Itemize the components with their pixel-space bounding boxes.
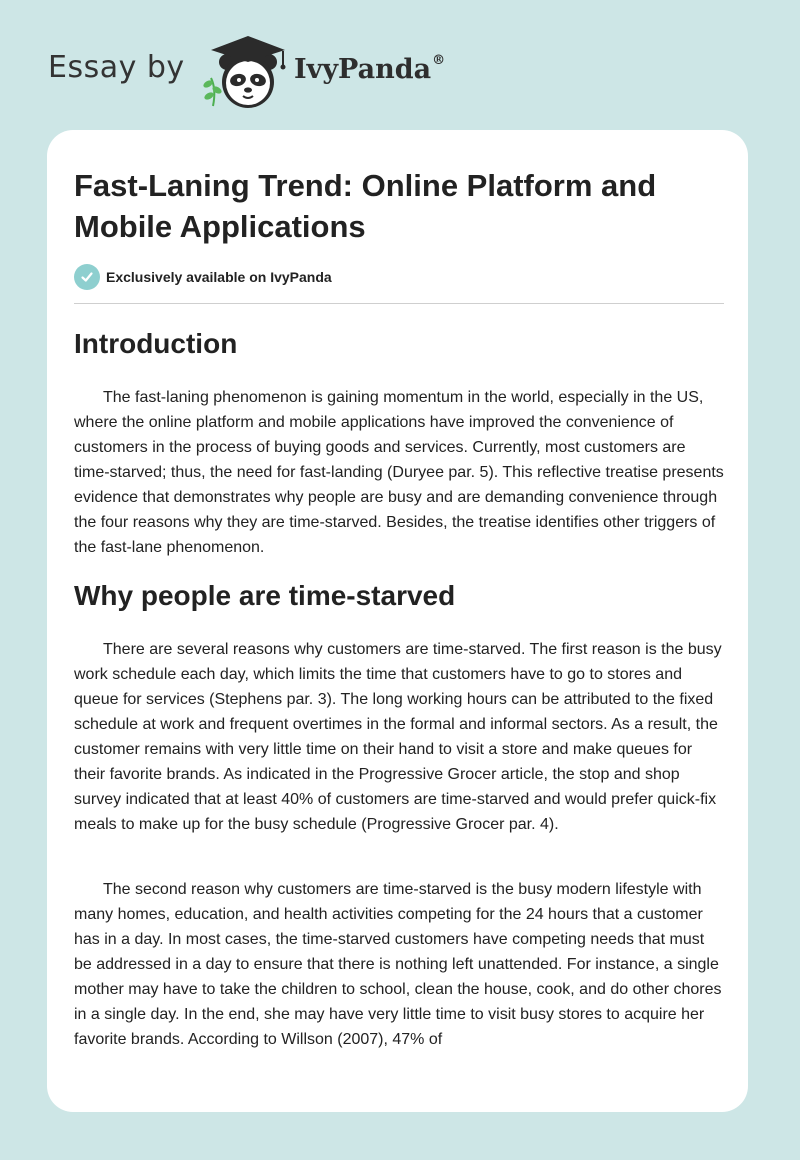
section-heading-why-time-starved: Why people are time-starved: [74, 580, 456, 611]
section-heading-introduction: Introduction: [74, 328, 238, 359]
paragraph: There are several reasons why customers are time-starved. The first reason is the busy work schedule each day, which limits the time that customers have to go to stores and queue for services (Stephens par. 3). The long working hours can be attributed to the fixed schedule at work and frequent overtimes in the formal and informal sectors. As a result, the customer remains with very little time on their hand to visit a store and make queues for their favorite brands. As indicated in the Progressive Grocer article, the stop and shop survey indicated that at least 40% of customers are time-starved and would prefer quick-fix meals to make up for the busy schedule (Progressive Grocer par. 4).: [74, 641, 722, 833]
essay-by-label: Essay by: [48, 50, 185, 85]
registered-mark: ®: [432, 53, 446, 68]
article-card: [47, 130, 748, 1112]
site-header: [48, 32, 548, 112]
article-title: Fast-Laning Trend: Online Platform and Mobile Applications: [74, 168, 657, 244]
paragraph: The second reason why customers are time-starved is the busy modern lifestyle with many homes, education, and health activities competing for the 24 hours that a customer has in a day. In most cases, the time-starved customers have competing needs that must be addressed in a day to ensure that there is nothing left unattended. For instance, a single mother may have to take the children to school, clean the house, cook, and do other chores in a single day. In the end, she may have very little time to visit busy stores to acquire her favorite brands. According to Willson (2007), 47% of: [74, 881, 722, 1048]
exclusive-label: Exclusively available on IvyPanda: [106, 269, 332, 285]
exclusive-badge: [74, 263, 332, 291]
check-icon: [74, 264, 100, 290]
brand-wordmark[interactable]: [294, 54, 445, 85]
panda-graduate-icon[interactable]: [201, 34, 293, 110]
paragraph: The fast-laning phenomenon is gaining momentum in the world, especially in the US, where the online platform and mobile applications have improved the convenience of customers in the process of buying goods and services. Currently, most customers are time-starved; thus, the need for fast-landing (Duryee par. 5). This reflective treatise presents evidence that demonstrates why people are busy and are demanding convenience through the four reasons why they are time-starved. Besides, the treatise identifies other triggers of the fast-lane phenomenon.: [74, 389, 724, 556]
title-divider: [74, 303, 724, 304]
brand-name: IvyPanda: [294, 54, 432, 85]
